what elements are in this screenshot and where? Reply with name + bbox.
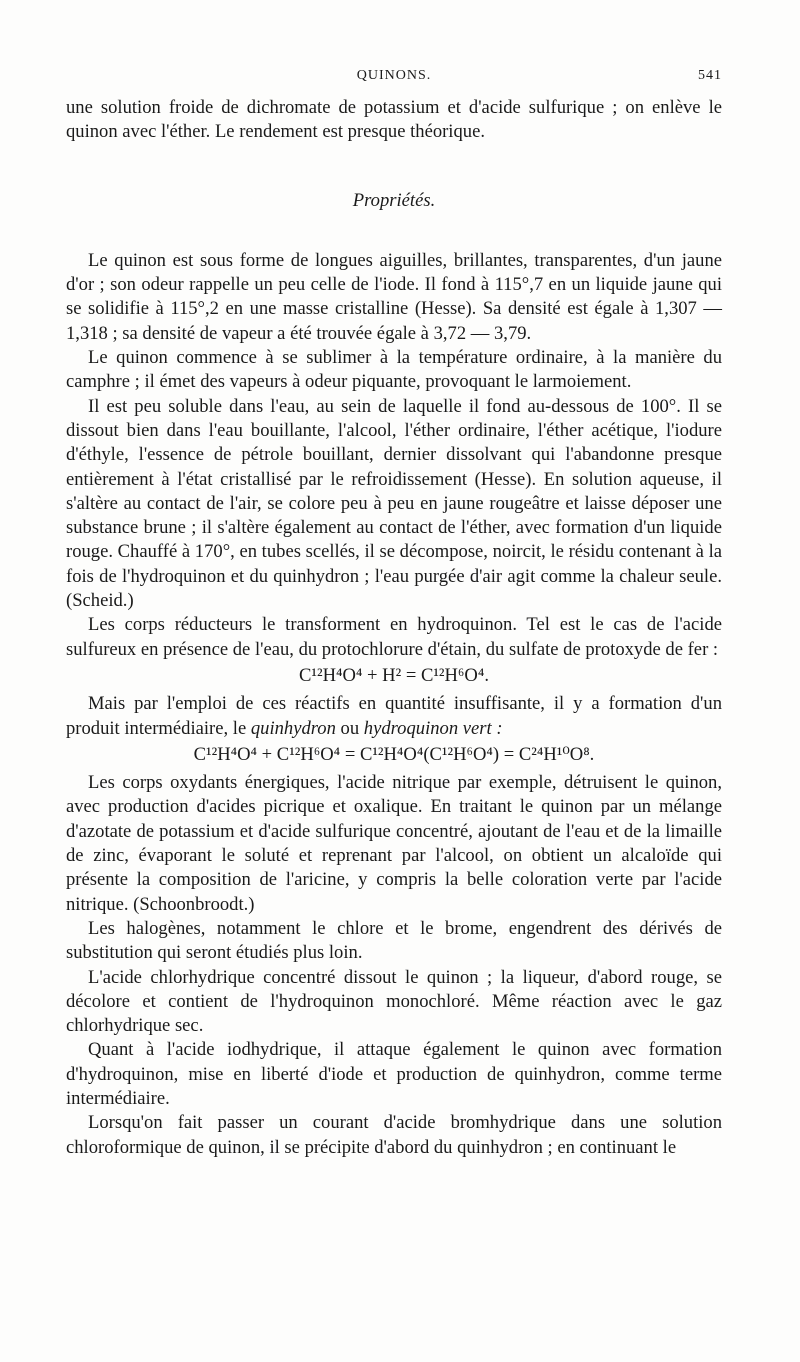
- page-body: [66, 96, 722, 1160]
- text-segment: ou: [335, 717, 364, 739]
- section-heading: Propriétés.: [352, 189, 436, 211]
- formula-quinhydron: C¹²H⁴O⁴ + C¹²H⁶O⁴ = C¹²H⁴O⁴(C¹²H⁶O⁴) = C²⁴H¹⁰O⁸.: [193, 743, 595, 765]
- paragraph-properties: Le quinon est sous forme de longues aiguilles, brillantes, transparentes, d'un jaune d'or ; son odeur rappelle un peu celle de l'iode. Il fond à 115°,7 en un liquide jaune qui se solidifie à 115°,2 en une masse cristalline (Hesse). Sa densité est égale à 1,307 — 1,318 ; sa densité de vapeur a été trouvée égale à 3,72 — 3,79.: [66, 249, 722, 344]
- page-number: 541: [698, 68, 722, 83]
- paragraph-reducers: Les corps réducteurs le transforment en hydroquinon. Tel est le cas de l'acide sulfureux en présence de l'eau, du protochlorure d'étain, du sulfate de protoxyde de fer :: [66, 614, 722, 660]
- running-header: [66, 68, 722, 90]
- formula-reduction: C¹²H⁴O⁴ + H² = C¹²H⁶O⁴.: [299, 664, 489, 686]
- text-segment: Mais par l'emploi de ces réactifs en quantité insuffisante, il y a formation d'un produit intermédiaire, le: [66, 693, 722, 739]
- paragraph-hydroiodic: Quant à l'acide iodhydrique, il attaque également le quinon avec formation d'hydroquinon, mise en liberté d'iode et production de quinhydron, comme terme intermédiaire.: [66, 1039, 722, 1109]
- paragraph-halogens: Les halogènes, notamment le chlore et le brome, engendrent des dérivés de substitution qui seront étudiés plus loin.: [66, 917, 722, 964]
- term-quinhydron: quinhydron: [250, 717, 336, 739]
- paragraph-oxidants: Les corps oxydants énergiques, l'acide nitrique par exemple, détruisent le quinon, avec production d'acides picrique et oxalique. En traitant le quinon par un mélange d'azotate de potassium et d'acide sulfurique concentré, ajoutant de l'eau et de la limaille de zinc, évaporant le soluté et reprenant par l'alcool, on obtient un alcaloïde qui présente la composition de l'aricine, y compris la belle coloration verte par l'acide nitrique. (Schoonbroodt.): [66, 772, 722, 915]
- paragraph-quinhydron: [66, 692, 722, 741]
- paragraph-solubility: Il est peu soluble dans l'eau, au sein de laquelle il fond au-dessous de 100°. Il se dissout bien dans l'eau bouillante, l'alcool, l'éther ordinaire, l'éther acétique, l'iodure d'éthyle, l'essence de pétrole bouillant, dernier dissolvant qui l'abandonne presque entièrement à l'état cristallisé par le refroidissement (Hesse). En solution aqueuse, il s'altère au contact de l'air, se colore peu à peu en jaune rougeâtre et laisse déposer une substance brune ; il s'altère également au contact de l'éther, avec formation d'un liquide rouge. Chauffé à 170°, en tubes scellés, il se décompose, noircit, le résidu contenant à la fois de l'hydroquinon et du quinhydron ; l'eau purgée d'air agit comme la chaleur seule. (Scheid.): [66, 395, 722, 612]
- term-hydroquinon-vert: hydroquinon vert :: [363, 717, 503, 739]
- running-title: QUINONS.: [356, 68, 432, 83]
- paragraph-hydrobromic: Lorsqu'on fait passer un courant d'acide bromhydrique dans une solution chloroformique de quinon, il se précipite d'abord du quinhydron ; en continuant le: [66, 1112, 722, 1158]
- paragraph-sublimation: Le quinon commence à se sublimer à la température ordinaire, à la manière du camphre ; il émet des vapeurs à odeur piquante, provoquant le larmoiement.: [66, 347, 722, 393]
- paragraph-hydrochloric: L'acide chlorhydrique concentré dissout le quinon ; la liqueur, d'abord rouge, se décolore et contient de l'hydroquinon monochloré. Même réaction avec le gaz chlorhydrique sec.: [66, 966, 722, 1037]
- paragraph-continuation: une solution froide de dichromate de potassium et d'acide sulfurique ; on enlève le quinon avec l'éther. Le rendement est presque théorique.: [66, 97, 722, 143]
